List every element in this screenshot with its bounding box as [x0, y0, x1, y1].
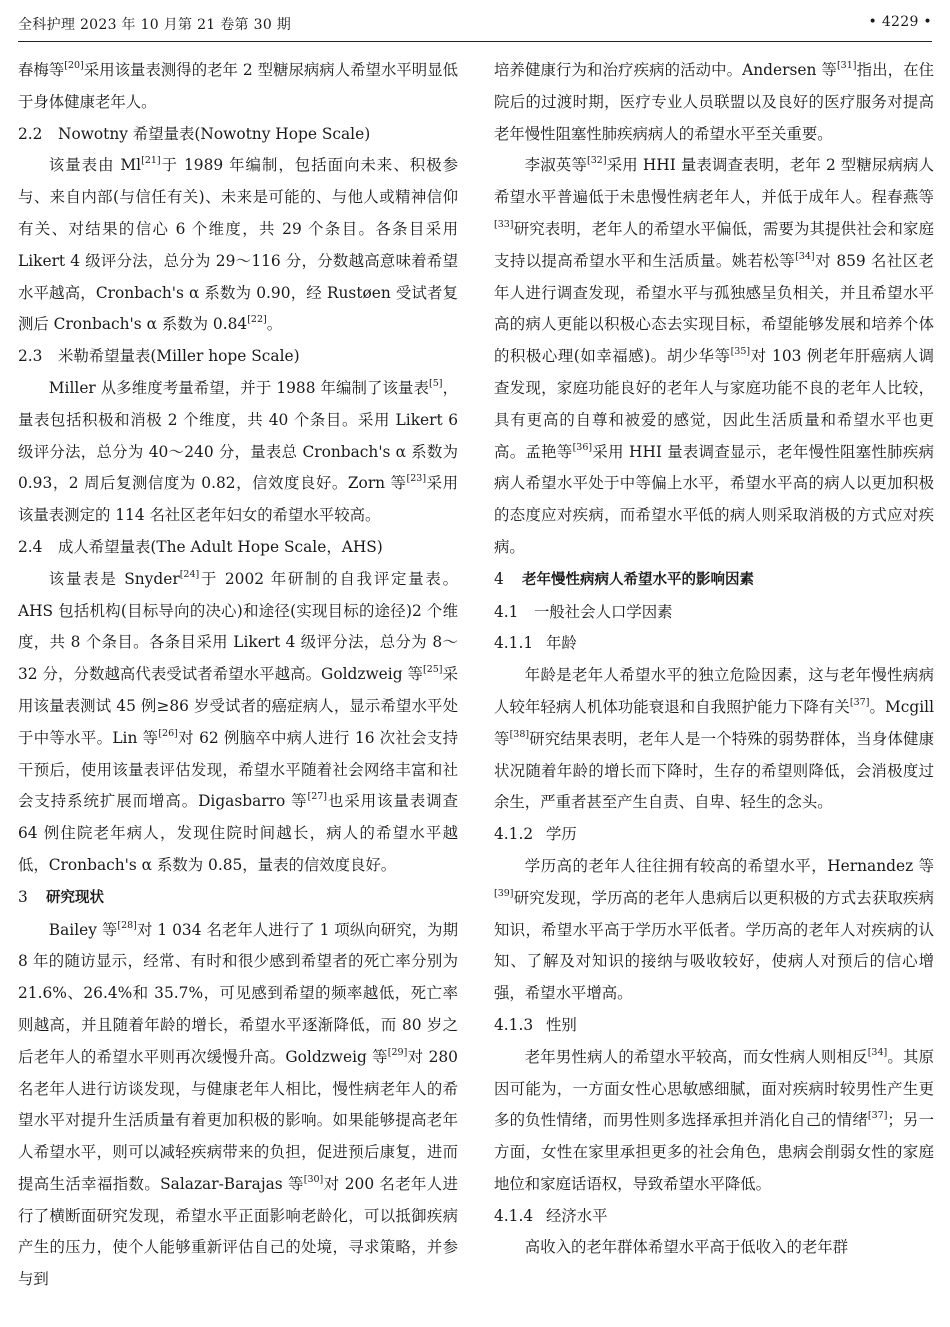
section-heading-4-1-3: 4.1.3 性别: [494, 1015, 577, 1034]
section-heading-2-2: 2.2 Nowotny 希望量表(Nowotny Hope Scale): [18, 124, 371, 143]
section-heading-2-4: 2.4 成人希望量表(The Adult Hope Scale，AHS): [18, 537, 383, 556]
citation-ref[interactable]: [23]: [406, 473, 427, 485]
citation-ref[interactable]: [27]: [307, 791, 328, 803]
citation-ref[interactable]: [21]: [141, 155, 161, 167]
section-heading-4-1-2: 4.1.2 学历: [494, 825, 577, 844]
paragraph: Bailey 等[28]对 1 034 名老年人进行了 1 项纵向研究，为期 8 年的随访显示，经常、有时和很少感到希望者的死亡率分别为 21.6%、26.4%和 35.7%，可见感到希望的频率越低，死亡率则越高，并且随着年龄的增长，希望水平逐渐降低，而 80 岁之后老年人的希望水平则再次缓慢升高。Goldzweig 等[29]对 280 名老年人进行访谈发现，与健康老年人相比，慢性病老年人的希望水平对提升生活质量有着更加积极的影响。如果能够提高老年人希望水平，则可以减轻疾病带来的负担，促进预后康复，进而提高生活幸福指数。Salazar-Barajas 等[30]对 200 名老年人进行了横断面研究发现，希望水平正面影响老龄化，可以抵御疾病产生的压力，使个人能够重新评估自己的处境，寻求策略，并参与到: [18, 919, 459, 1289]
section-heading-4-1-4: 4.1.4 经济水平: [494, 1206, 608, 1225]
citation-ref[interactable]: [24]: [179, 568, 200, 580]
paragraph: 高收入的老年群体希望水平高于低收入的老年群: [524, 1238, 849, 1257]
citation-ref[interactable]: [39]: [494, 887, 514, 899]
citation-ref[interactable]: [36]: [572, 441, 593, 453]
citation-ref[interactable]: [34]: [867, 1046, 888, 1058]
left-column: [18, 55, 458, 1296]
section-heading-4: 4 老年慢性病病人希望水平的影响因素: [494, 569, 754, 588]
section-heading-4-1-1: 4.1.1 年龄: [494, 634, 577, 653]
paragraph: Miller 从多维度考量希望，并于 1988 年编制了该量表[5]，量表包括积极和消极 2 个维度，共 40 个条目。采用 Likert 6 级评分法，总分为 40～240 分，量表总 Cronbach's α 系数为 0.93，2 周后复测信度为 0.82，信效度良好。Zorn 等[23]采用该量表测定的 114 名社区老年妇女的希望水平较高。: [18, 377, 458, 525]
section-heading-3: 3 研究现状: [18, 887, 104, 906]
paragraph: 该量表由 Ml[21]于 1989 年编制，包括面向未来、积极参与、来自内部(与信任有关)、未来是可能的、与他人或精神信仰有关、对结果的信心 6 个维度，共 29 个条目。各条目采用 Likert 4 级评分法，总分为 29～116 分，分数越高意味着希望水平越高，Cronbach's α 系数为 0.90，经 Rustøen 受试者复测后 Cronbach's α 系数为 0.84[22]。: [18, 155, 459, 334]
citation-ref[interactable]: [30]: [303, 1173, 324, 1185]
citation-ref[interactable]: [35]: [730, 346, 751, 358]
journal-citation: 全科护理 2023 年 10 月第 21 卷第 30 期: [18, 17, 292, 33]
paragraph: 老年男性病人的希望水平较高，而女性病人则相反[34]。其原因可能为，一方面女性心思敏感细腻，面对疾病时较男性产生更多的负性情绪，而男性则多选择承担并消化自己的情绪[37]；另一方面，女性在家里承担更多的社会角色，患病会削弱女性的家庭地位和家庭话语权，导致希望水平降低。: [494, 1046, 934, 1193]
header-rule: [18, 41, 932, 42]
paragraph: 春梅等[20]采用该量表测得的老年 2 型糖尿病病人希望水平明显低于身体健康老年人。: [18, 60, 458, 111]
paragraph: 学历高的老年人往往拥有较高的希望水平，Hernandez 等[39]研究发现，学历高的老年人患病后以更积极的方式去获取疾病知识，希望水平高于学历水平低者。学历高的老年人对疾病的认知、了解及对知识的接纳与吸收较好，使病人对预后的信心增强，希望水平增高。: [494, 856, 934, 1003]
citation-ref[interactable]: [5]: [429, 377, 443, 389]
running-header: [18, 14, 932, 40]
citation-ref[interactable]: [37]: [867, 1110, 888, 1122]
citation-ref[interactable]: [37]: [849, 696, 870, 708]
citation-ref[interactable]: [31]: [836, 60, 857, 71]
paragraph: 李淑英等[32]采用 HHI 量表调查表明，老年 2 型糖尿病病人希望水平普遍低于未患慢性病老年人，并低于成年人。程春燕等[33]研究表明，老年人的希望水平偏低，需要为其提供社会和家庭支持以提高希望水平和生活质量。姚若松等[34]对 859 名社区老年人进行调查发现，希望水平与孤独感呈负相关，并且希望水平高的病人更能以积极心态去实现目标，希望能够发展和培养个体的积极心理(如幸福感)。胡少华等[35]对 103 例老年肝癌病人调查发现，家庭功能良好的老年人与家庭功能不良的老年人比较，具有更高的自尊和被爱的感觉，因此生活质量和希望水平也更高。孟艳等[36]采用 HHI 量表调查显示，老年慢性阻塞性肺疾病病人希望水平处于中等偏上水平，希望水平高的病人以更加积极的态度应对疾病，而希望水平低的病人则采取消极的方式应对疾病。: [494, 155, 934, 556]
section-heading-4-1: 4.1 一般社会人口学因素: [494, 602, 673, 621]
paragraph: 年龄是老年人希望水平的独立危险因素，这与老年慢性病病人较年轻病人机体功能衰退和自我照护能力下降有关[37]。Mcgill 等[38]研究结果表明，老年人是一个特殊的弱势群体，当身体健康状况随着年龄的增长而下降时，生存的希望则降低，会消极度过余生，严重者甚至产生自责、自卑、轻生的念头。: [494, 666, 934, 812]
paragraph: 该量表是 Snyder[24]于 2002 年研制的自我评定量表。AHS 包括机构(目标导向的决心)和途径(实现目标的途径)2 个维度，共 8 个条目。各条目采用 Likert 4 级评分法，总分为 8～32 分，分数越高代表受试者希望水平越高。Goldzweig 等[25]采用该量表测试 45 例≥86 岁受试者的癌症病人，显示希望水平处于中等水平。Lin 等[26]对 62 例脑卒中病人进行 16 次社会支持干预后，使用该量表评估发现，希望水平随着社会网络丰富和社会支持系统扩展而增高。Digasbarro 等[27]也采用该量表调查 64 例住院老年病人，发现住院时间越长，病人的希望水平越低，Cronbach's α 系数为 0.85，量表的信效度良好。: [18, 568, 458, 874]
page-number: • 4229 •: [868, 14, 932, 30]
citation-ref[interactable]: [26]: [158, 727, 178, 739]
citation-ref[interactable]: [25]: [423, 664, 443, 676]
citation-ref[interactable]: [33]: [494, 218, 514, 230]
right-column: [494, 55, 934, 1264]
citation-ref[interactable]: [38]: [509, 728, 530, 740]
citation-ref[interactable]: [34]: [795, 250, 815, 262]
citation-ref[interactable]: [22]: [247, 314, 267, 326]
paragraph: 培养健康行为和治疗疾病的活动中。Andersen 等[31]指出，在住院后的过渡时期，医疗专业人员联盟以及良好的医疗服务对提高老年慢性阻塞性肺疾病病人的希望水平至关重要。: [494, 60, 934, 143]
citation-ref[interactable]: [20]: [64, 60, 84, 71]
section-heading-2-3: 2.3 米勒希望量表(Miller hope Scale): [18, 347, 300, 366]
citation-ref[interactable]: [32]: [587, 155, 607, 167]
citation-ref[interactable]: [29]: [387, 1046, 408, 1058]
citation-ref[interactable]: [28]: [117, 919, 137, 931]
